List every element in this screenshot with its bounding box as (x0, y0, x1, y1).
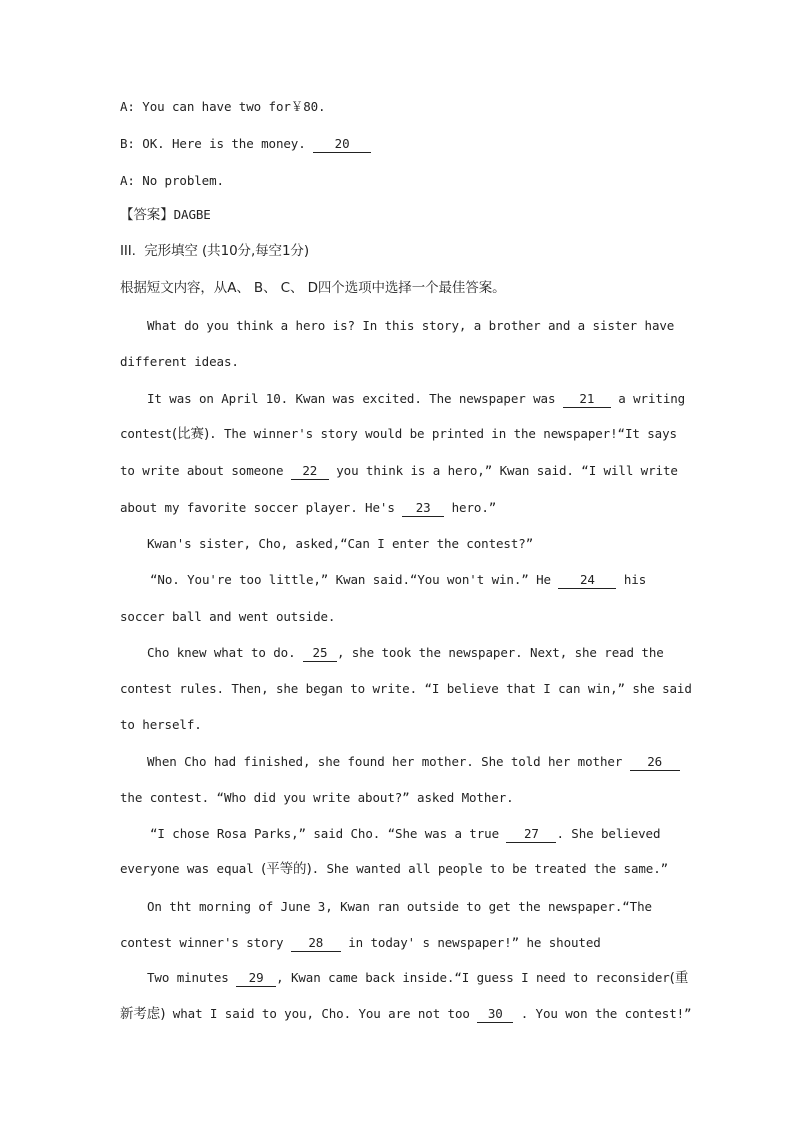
passage-p1-line2: different ideas. (120, 354, 239, 369)
text: . She believed (556, 826, 661, 841)
passage-p8-line1: On tht morning of June 3, Kwan ran outside to get the newspaper.“The (147, 899, 652, 914)
blank-26: 26 (630, 754, 680, 771)
section-heading: III. 完形填空 (共10分,每空1分) (120, 243, 310, 259)
passage-p9-line1 (147, 968, 688, 988)
answer-line (120, 205, 211, 225)
passage-p7-line2 (120, 859, 668, 879)
passage-p3: Kwan's sister, Cho, asked,“Can I enter the contest?” (147, 536, 534, 551)
blank-24: 24 (558, 572, 616, 589)
text: When Cho had finished, she found her mother. She told her mother (147, 754, 630, 769)
passage-p8-line2 (120, 933, 601, 953)
passage-p5-line1 (147, 643, 664, 663)
text: about my favorite soccer player. He's (120, 500, 403, 515)
text: , she took the newspaper. Next, she read the (336, 645, 664, 660)
dialogue-line-b-text: B: OK. Here is the money. (120, 136, 314, 151)
blank-29: 29 (236, 970, 276, 987)
passage-p4-line1 (150, 570, 646, 590)
text: . You won the contest!” (513, 1006, 692, 1021)
text: It was on April 10. Kwan was excited. The newspaper was (147, 391, 563, 406)
text: hero.” (444, 500, 497, 515)
dialogue-line-b (120, 134, 371, 154)
blank-23: 23 (402, 500, 444, 517)
passage-p2-line4 (120, 498, 496, 518)
passage-p4-line2: soccer ball and went outside. (120, 609, 336, 624)
passage-p5-line2: contest rules. Then, she began to write. “I believe that I can win,” she said (120, 681, 692, 696)
blank-22: 22 (291, 463, 329, 480)
blank-27: 27 (506, 826, 556, 843)
text-cn: (重 (669, 970, 689, 986)
text: Cho knew what to do. (147, 645, 303, 660)
blank-30: 30 (477, 1006, 513, 1023)
text: you think is a hero,” Kwan said. “I will write (328, 463, 678, 478)
text: his (616, 572, 647, 587)
blank-21: 21 (563, 391, 611, 408)
text: . The winner's story would be printed in the newspaper!“It says (209, 426, 677, 441)
dialogue-line-a2: A: No problem. (120, 173, 224, 188)
passage-p5-line3: to herself. (120, 717, 202, 732)
text: , Kwan came back inside.“I guess I need to reconsider (276, 970, 670, 985)
passage-p2-line3 (120, 461, 678, 481)
dialogue-line-a1: A: You can have two for￥80. (120, 99, 326, 114)
text: . She wanted all people to be treated the same.” (311, 861, 669, 876)
blank-20: 20 (313, 136, 371, 153)
text: a writing (610, 391, 686, 406)
blank-25: 25 (303, 645, 337, 662)
text: to write about someone (120, 463, 291, 478)
passage-p7-line1 (150, 824, 660, 844)
passage-p9-line2 (120, 1004, 691, 1024)
text: in today' s newspaper!” he shouted (340, 935, 601, 950)
passage-p6-line2: the contest. “Who did you write about?” asked Mother. (120, 790, 514, 805)
text-cn: (比赛) (171, 426, 210, 442)
text: what I said to you, Cho. You are not too (165, 1006, 478, 1021)
passage-p2-line1 (147, 389, 685, 409)
text: “No. You're too little,” Kwan said.“You won't win.” He (150, 572, 559, 587)
passage-p2-line2 (120, 424, 677, 444)
passage-p6-line1 (147, 752, 680, 772)
text: everyone was equal (120, 861, 262, 876)
passage-p1-line1: What do you think a hero is? In this story, a brother and a sister have (147, 318, 675, 333)
text-cn: 新考虑) (120, 1006, 166, 1022)
text: contest winner's story (120, 935, 291, 950)
text: “I chose Rosa Parks,” said Cho. “She was a true (150, 826, 507, 841)
section-instruction: 根据短文内容，从A、 B、 C、 D四个选项中选择一个最佳答案。 (120, 280, 506, 296)
text-cn: (平等的) (261, 861, 312, 877)
blank-28: 28 (291, 935, 341, 952)
answer-value: DAGBE (173, 207, 211, 222)
text: Two minutes (147, 970, 237, 985)
answer-label: 【答案】 (120, 207, 174, 223)
text: contest (120, 426, 172, 441)
